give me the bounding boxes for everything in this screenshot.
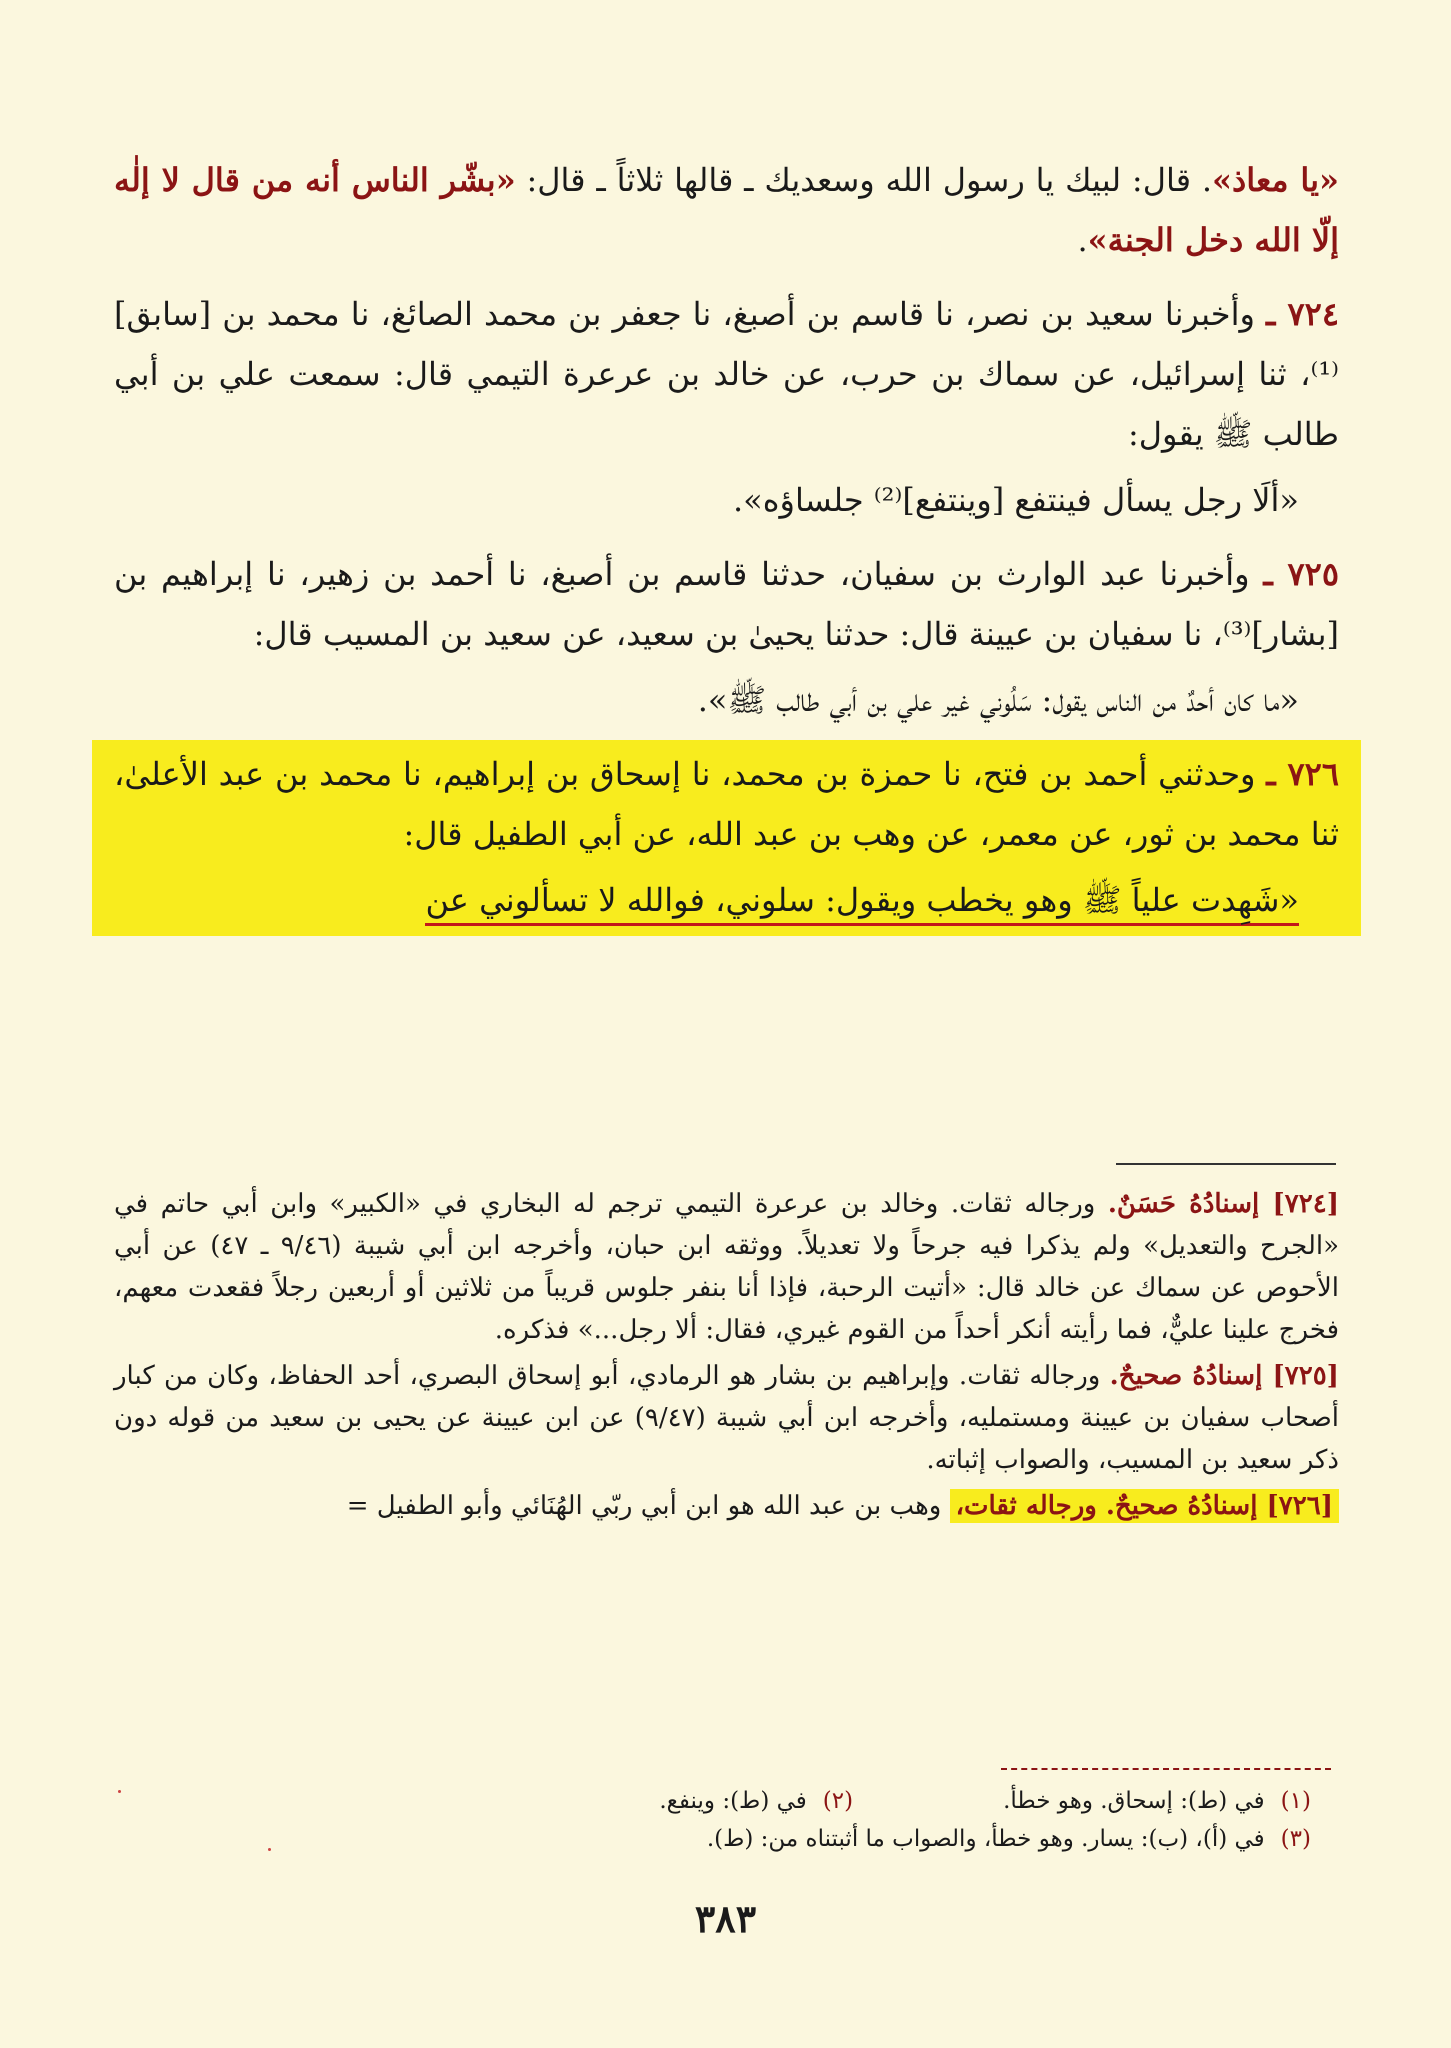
hadith-quote-724: «ألَا رجل يسأل فينتفع [وينتفع]⁽²⁾ جلساؤه». xyxy=(732,481,1299,519)
hadith-quote-726 xyxy=(114,870,1339,930)
footnote-1-number: (١) xyxy=(1280,1788,1311,1814)
footnote-2-number: (٢) xyxy=(822,1788,854,1814)
hadith-724 xyxy=(114,284,1339,464)
footnote-3 xyxy=(707,1820,1311,1858)
main-text xyxy=(114,150,1339,936)
note-725-tag: [٧٢٥] إسنادُهُ صحيحٌ. xyxy=(1109,1361,1339,1391)
footnote-row-1 xyxy=(211,1782,1311,1820)
note-725 xyxy=(114,1355,1339,1481)
commentary-notes xyxy=(114,1183,1339,1531)
footnote-3-text: في (أ)، (ب): يسار. وهو خطأ، والصواب ما أثبتناه من: (ط). xyxy=(706,1826,1265,1852)
intro-paragraph xyxy=(114,150,1339,270)
footnotes xyxy=(211,1782,1311,1858)
intro-text: . قال: لبيك يا رسول الله وسعديك ـ قالها ثلاثاً ـ قال: xyxy=(515,161,1212,199)
hadith-726 xyxy=(114,744,1339,864)
note-724-tag: [٧٢٤] إسنادُهُ حَسَنٌ. xyxy=(1107,1189,1340,1219)
footnote-2 xyxy=(659,1782,853,1820)
note-724 xyxy=(114,1183,1339,1351)
ink-speck xyxy=(268,1848,271,1851)
hadith-quote-725: «ما كان أحدٌ من الناس يقول: سَلُوني غير علي بن أبي طالب ﷺ». xyxy=(697,681,1299,719)
hadith-725 xyxy=(114,544,1339,664)
hadith-text-726: وحدثني أحمد بن فتح، نا حمزة بن محمد، نا إسحاق بن إبراهيم، نا محمد بن عبد الأعلىٰ، ثنا محمد بن ثور، عن معمر، عن وهب بن عبد الله، عن أبي الطفيل قال: xyxy=(114,755,1339,853)
notes-separator xyxy=(1116,1163,1336,1165)
hadith-text-724: وأخبرنا سعيد بن نصر، نا قاسم بن أصبغ، نا جعفر بن محمد الصائغ، نا محمد بن [سابق]⁽¹⁾، ثنا إسرائيل، عن سماك بن حرب، عن خالد بن عرعرة التيمي قال: سمعت علي بن أبي طالب ﷺ يقول: xyxy=(114,295,1339,453)
footnote-1-text: في (ط): إسحاق. وهو خطأ. xyxy=(1003,1788,1265,1814)
intro-quote-2: «بشّر الناس أنه من قال لا إلٰه إلّا الله دخل الجنة» xyxy=(114,161,1339,259)
note-725-text: ورجاله ثقات. وإبراهيم بن بشار هو الرمادي، أبو إسحاق البصري، أحد الحفاظ، وكان من كبار أصحاب سفيان بن عيينة ومستمليه، وأخرجه ابن أبي شيبة (٩/٤٧) عن ابن عيينة عن يحيى بن سعيد من قوله دون ذكر سعيد بن المسيب، والصواب إثباته. xyxy=(114,1361,1340,1475)
note-726 xyxy=(114,1485,1339,1527)
page-number: ٣٨٣ xyxy=(694,1896,757,1941)
footnote-separator xyxy=(1001,1768,1331,1770)
hadith-text-725: وأخبرنا عبد الوارث بن سفيان، حدثنا قاسم بن أصبغ، نا أحمد بن زهير، نا إبراهيم بن [بشار]⁽³⁾، نا سفيان بن عيينة قال: حدثنا يحيىٰ بن سعيد، عن سعيد بن المسيب قال: xyxy=(114,555,1339,653)
intro-quote-1: «يا معاذ» xyxy=(1211,161,1339,199)
ink-speck xyxy=(118,1790,121,1793)
underlined-quote-726: «شَهِدت علياً ﷺ وهو يخطب ويقول: سلوني، فوالله لا تسألوني عن xyxy=(425,881,1299,926)
note-724-text: ورجاله ثقات. وخالد بن عرعرة التيمي ترجم له البخاري في «الكبير» وابن أبي حاتم في «الجرح والتعديل» ولم يذكرا فيه جرحاً ولا تعديلاً. ووثقه ابن حبان، وأخرجه ابن أبي شيبة (٩/٤٦ ـ ٤٧) عن أبي الأحوص عن سماك عن خالد قال: «أتيت الرحبة، فإذا أنا بنفر جلوس قريباً من ثلاثين أو أربعين رجلاً فقعدت معهم، فخرج علينا عليٌّ، فما رأيته أنكر أحداً من القوم غيري، فقال: ألا رجل...» فذكره. xyxy=(114,1189,1339,1345)
note-726-text: وهب بن عبد الله هو ابن أبي ربّي الهُنَائي وأبو الطفيل = xyxy=(346,1491,950,1521)
hadith-number-724: ٧٢٤ ـ xyxy=(1266,295,1340,333)
hadith-number-725: ٧٢٥ ـ xyxy=(1263,555,1340,593)
highlighted-hadith-726 xyxy=(92,740,1361,936)
footnote-row-2 xyxy=(211,1820,1311,1858)
footnote-1 xyxy=(1003,1782,1311,1820)
note-726-tag: [٧٢٦] إسنادُهُ صحيحٌ. ورجاله ثقات، xyxy=(950,1489,1339,1523)
intro-end: . xyxy=(1077,221,1088,259)
hadith-number-726: ٧٢٦ ـ xyxy=(1266,755,1340,793)
footnote-2-text: في (ط): وينفع. xyxy=(659,1788,807,1814)
footnote-3-number: (٣) xyxy=(1280,1826,1311,1852)
